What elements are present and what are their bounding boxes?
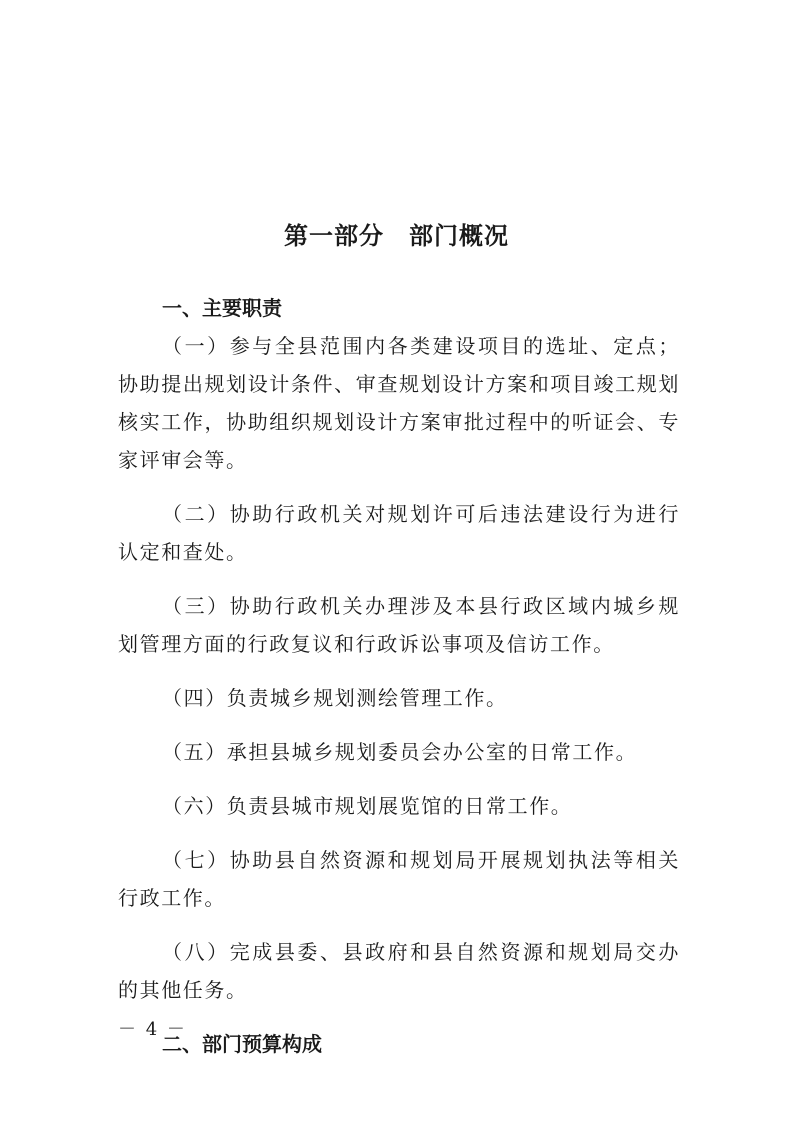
duty-item-5: （五）承担县城乡规划委员会办公室的日常工作。 bbox=[162, 740, 638, 764]
section-heading-main-duties: 一、主要职责 bbox=[162, 296, 282, 320]
duty-item-1: （一）参与全县范围内各类建设项目的选址、定点；协助提出规划设计条件、审查规划设计方案和项目竣工规划核实工作，协助组织规划设计方案审批过程中的听证会、专家评审会等。 bbox=[118, 334, 680, 472]
duty-item-2: （二）协助行政机关对规划许可后违法建设行为进行认定和查处。 bbox=[118, 502, 680, 564]
page-number: － 4 － bbox=[118, 1019, 187, 1040]
duty-item-3: （三）协助行政机关办理涉及本县行政区域内城乡规划管理方面的行政复议和行政诉讼事项及信访工作。 bbox=[118, 594, 680, 656]
page-title: 第一部分 部门概况 bbox=[284, 222, 509, 250]
section-heading-budget-composition: 二、部门预算构成 bbox=[162, 1032, 322, 1056]
duty-item-4: （四）负责城乡规划测绘管理工作。 bbox=[162, 686, 508, 710]
duty-item-8: （八）完成县委、县政府和县自然资源和规划局交办的其他任务。 bbox=[118, 940, 680, 1002]
duty-item-6: （六）负责县城市规划展览馆的日常工作。 bbox=[162, 794, 573, 818]
duty-item-7: （七）协助县自然资源和规划局开展规划执法等相关行政工作。 bbox=[118, 848, 680, 910]
document-body bbox=[118, 289, 680, 1063]
